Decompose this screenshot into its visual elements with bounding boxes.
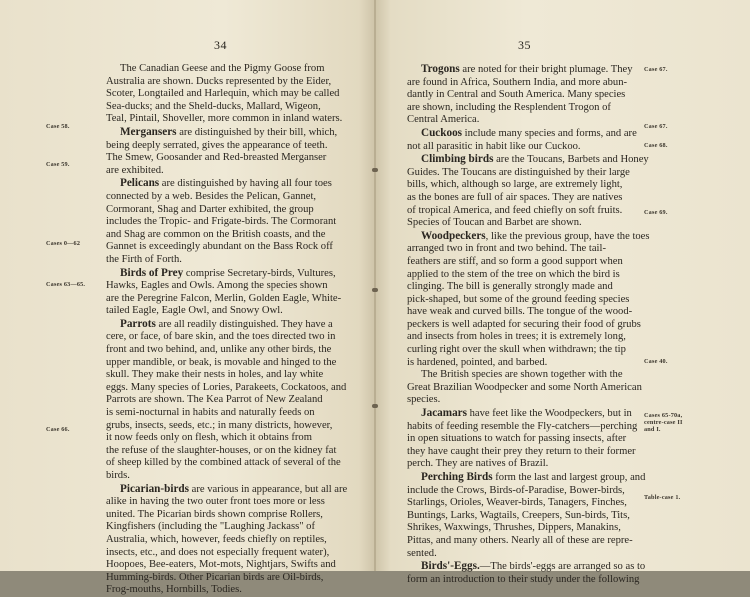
- text-line: [106, 216, 366, 229]
- text-line: [407, 548, 649, 561]
- text-line: [407, 63, 649, 77]
- line-text: arranged two in front and two behind. The tail-: [407, 243, 606, 255]
- line-text: Humming-birds. Other Picarian birds are Oil-birds,: [106, 571, 324, 583]
- text-line: [407, 217, 649, 230]
- text-line: [106, 534, 366, 547]
- text-line: [407, 485, 649, 498]
- text-line: [106, 191, 366, 204]
- line-text: not all parasitic in habit like our Cuckoo.: [407, 140, 581, 152]
- line-text: cere, or face, of bare skin, and the toes directed two in: [106, 331, 336, 343]
- line-text: The British species are shown together with the: [421, 369, 623, 381]
- text-line: [106, 267, 366, 281]
- text-line: [106, 457, 366, 470]
- text-line: [407, 102, 649, 115]
- text-line: [407, 114, 649, 127]
- line-text: are exhibited.: [106, 164, 164, 176]
- line-text: habits of feeding resemble the Fly-catchers—perching: [407, 420, 638, 432]
- line-text: Parrots are shown. The Kea Parrot of New Zealand: [106, 394, 323, 406]
- line-text: Gannet is exceedingly abundant on the Bass Rock off: [106, 241, 333, 253]
- line-text: Scoter, Longtailed and Harlequin, which may be called: [106, 88, 340, 100]
- text-line: [407, 458, 649, 471]
- text-line: [407, 127, 649, 141]
- text-line: [106, 101, 366, 114]
- margin-note: Case 59.: [46, 161, 70, 168]
- text-line: [106, 470, 366, 483]
- line-text: the Firth of Forth.: [106, 253, 182, 265]
- text-line: [407, 153, 649, 167]
- text-line: [407, 179, 649, 192]
- section-heading: Perching Birds: [421, 471, 493, 483]
- line-text: Guides. The Toucans are distinguished by their large: [407, 166, 630, 178]
- line-text: Sea-ducks; and the Sheld-ducks, Mallard, Wigeon,: [106, 100, 321, 112]
- line-text: Australia, which, however, feeds chiefly on reptiles,: [106, 533, 327, 545]
- text-line: [106, 496, 366, 509]
- line-text: have feet like the Woodpeckers, but in: [466, 408, 632, 420]
- line-text: Hoopoes, Bee-eaters, Mot-mots, Nightjars, Swifts and: [106, 559, 336, 571]
- page-number: 34: [214, 38, 227, 52]
- line-text: and Shag are common on the British coasts, and the: [106, 228, 326, 240]
- line-text: form the last and largest group, and: [492, 472, 646, 483]
- text-line: [106, 229, 366, 242]
- section-heading: Cuckoos: [421, 126, 463, 139]
- line-text: , like the previous group, have the toes: [485, 230, 650, 242]
- margin-note: Case 67.: [644, 66, 668, 73]
- text-line: [106, 152, 366, 165]
- line-text: eggs. Many species of Lories, Parakeets, Cockatoos, and: [106, 381, 347, 393]
- text-line: [106, 88, 366, 101]
- margin-note: Cases 63—65.: [46, 281, 86, 288]
- line-text: tailed Eagle, Eagle Owl, and Snowy Owl.: [106, 305, 283, 317]
- text-line: [106, 331, 366, 344]
- line-text: are the Toucans, Barbets and Honey: [493, 154, 649, 166]
- line-text: upper mandible, or beak, is movable and hinged to the: [106, 356, 337, 368]
- margin-note: Case 40.: [644, 358, 668, 365]
- text-line: [106, 280, 366, 293]
- text-line: [407, 167, 649, 180]
- margin-note: Cases 0—62: [46, 240, 81, 247]
- text-line: [106, 76, 366, 89]
- line-text: pick-shaped, but some of the ground feeding species: [407, 293, 630, 305]
- left-page-text: [106, 63, 366, 597]
- line-text: grubs, insects, seeds, etc.; in many districts, however,: [106, 419, 333, 431]
- line-text: being deeply serrated, gives the appearance of teeth.: [106, 139, 328, 151]
- text-line: [106, 254, 366, 267]
- text-line: [106, 483, 366, 497]
- text-line: [106, 344, 366, 357]
- margin-note: Case 58.: [46, 123, 70, 130]
- text-line: [407, 269, 649, 282]
- line-text: include many species and forms, and are: [462, 127, 637, 139]
- text-line: [106, 420, 366, 433]
- text-line: [407, 421, 649, 434]
- line-text: Australia are shown. Ducks represented by the Eider,: [106, 75, 332, 87]
- section-heading: Parrots: [120, 317, 156, 330]
- line-text: they have caught their prey they return to their former: [407, 445, 636, 457]
- line-text: united. The Picarian birds shown comprise Rollers,: [106, 508, 323, 520]
- margin-note: Case 66.: [46, 426, 70, 433]
- line-text: bills, which, although so large, are extremely light,: [407, 179, 623, 191]
- line-text: sented.: [407, 547, 437, 559]
- text-line: [407, 510, 649, 523]
- margin-note: Case 68.: [644, 142, 668, 149]
- text-line: [407, 344, 649, 357]
- line-text: comprise Secretary-birds, Vultures,: [183, 267, 336, 279]
- line-text: clinging. The bill is generally strongly made and: [407, 281, 613, 293]
- text-line: [407, 446, 649, 459]
- line-text: front and two behind, and, unlike any other birds, the: [106, 344, 332, 356]
- line-text: curling right over the skull when withdrawn; the tip: [407, 344, 626, 356]
- line-text: Hawks, Eagles and Owls. Among the species shown: [106, 280, 328, 292]
- text-line: [407, 394, 649, 407]
- text-line: [407, 141, 649, 154]
- line-text: are various in appearance, but all are: [189, 483, 348, 495]
- text-line: [106, 445, 366, 458]
- line-text: it now feeds only on flesh, which it obtains from: [106, 432, 312, 444]
- text-line: [106, 382, 366, 395]
- section-heading: Picarian-birds: [120, 482, 189, 495]
- text-line: [407, 230, 649, 244]
- line-text: —The birds'-eggs are arranged so as to: [479, 561, 646, 573]
- text-line: [407, 497, 649, 510]
- text-line: [106, 509, 366, 522]
- text-line: [106, 407, 366, 420]
- text-line: [407, 89, 649, 102]
- line-text: peckers is well adapted for securing their food of grubs: [407, 318, 641, 330]
- margin-note: Case 69.: [644, 209, 668, 216]
- line-text: of sheep killed by the combined attack of several of the: [106, 457, 341, 469]
- text-line: [106, 394, 366, 407]
- margin-note: Cases 65-70a,: [644, 412, 683, 419]
- text-line: [407, 382, 649, 395]
- margin-note: centre-case II: [644, 419, 683, 426]
- line-text: insects, etc., and does not especially frequent water),: [106, 546, 330, 558]
- line-text: skull. They make their nests in holes, and lay white: [106, 369, 324, 381]
- text-line: [106, 293, 366, 306]
- text-line: [407, 294, 649, 307]
- binding-stitch: [372, 168, 378, 172]
- text-line: [106, 572, 366, 585]
- line-text: Cormorant, Shag and Darter exhibited, the group: [106, 203, 314, 215]
- line-text: form an introduction to their study under the following: [407, 573, 640, 585]
- line-text: have weak and curved bills. The tongue of the wood-: [407, 306, 633, 318]
- text-line: [407, 192, 649, 205]
- line-text: of tropical America, and feed chiefly on soft fruits.: [407, 204, 623, 216]
- text-line: [106, 165, 366, 178]
- section-heading: Birds of Prey: [120, 266, 184, 279]
- line-text: are all readily distinguished. They have a: [155, 318, 333, 330]
- line-text: applied to the stem of the tree on which the bird is: [407, 268, 620, 280]
- text-line: [407, 522, 649, 535]
- text-line: [106, 547, 366, 560]
- text-line: [407, 471, 649, 485]
- line-text: species.: [407, 394, 441, 406]
- section-heading: Pelicans: [120, 177, 160, 190]
- text-line: [106, 204, 366, 217]
- line-text: Central America.: [407, 114, 480, 126]
- line-text: are the Peregrine Falcon, Merlin, Golden Eagle, White-: [106, 292, 342, 304]
- line-text: is hardened, pointed, and barbed.: [407, 356, 548, 368]
- section-heading: Birds'-Eggs.: [421, 560, 480, 573]
- text-line: [407, 306, 649, 319]
- text-line: [407, 331, 649, 344]
- text-line: [106, 113, 366, 126]
- line-text: as the bones are full of air spaces. They are natives: [407, 191, 623, 203]
- line-text: Teal, Pintail, Shoveller, more common in inland waters.: [106, 113, 343, 125]
- line-text: Frog-mouths, Hornbills, Todies.: [106, 584, 242, 596]
- text-line: [407, 77, 649, 90]
- binding-stitch: [372, 404, 378, 408]
- text-line: [106, 559, 366, 572]
- text-line: [407, 560, 649, 574]
- line-text: and insects from holes in trees; it is extremely long,: [407, 331, 626, 343]
- line-text: alike in having the two outer front toes more or less: [106, 496, 325, 508]
- line-text: includes the Tropic- and Frigate-birds. The Cormorant: [106, 216, 337, 228]
- text-line: [407, 319, 649, 332]
- text-line: [106, 140, 366, 153]
- text-line: [407, 243, 649, 256]
- text-line: [106, 241, 366, 254]
- line-text: Species of Toucan and Barbet are shown.: [407, 217, 582, 229]
- line-text: are found in Africa, Southern India, and more abun-: [407, 76, 628, 88]
- text-line: [407, 369, 649, 382]
- text-line: [106, 63, 366, 76]
- line-text: connected by a web. Besides the Pelican, Gannet,: [106, 190, 317, 202]
- line-text: is semi-nocturnal in habits and naturally feeds on: [106, 407, 315, 419]
- text-line: [106, 584, 366, 597]
- page-number: 35: [518, 38, 531, 52]
- text-line: [407, 357, 649, 370]
- line-text: The Smew, Goosander and Red-breasted Merganser: [106, 152, 327, 164]
- text-line: [106, 369, 366, 382]
- line-text: birds.: [106, 470, 130, 481]
- text-line: [407, 281, 649, 294]
- text-line: [106, 432, 366, 445]
- line-text: the refuse of the slaughter-houses, or on the kidney fat: [106, 444, 337, 456]
- line-text: perch. They are natives of Brazil.: [407, 458, 549, 470]
- line-text: The Canadian Geese and the Pigmy Goose from: [120, 63, 325, 74]
- text-line: [407, 574, 649, 587]
- text-line: [106, 177, 366, 191]
- line-text: dantly in Central and South America. Many species: [407, 89, 626, 101]
- text-line: [407, 407, 649, 421]
- line-text: Shrikes, Waxwings, Thrushes, Dippers, Manakins,: [407, 522, 621, 534]
- margin-note: Table-case 1.: [644, 494, 681, 501]
- section-heading: Climbing birds: [421, 153, 494, 166]
- text-line: [407, 535, 649, 548]
- line-text: Pittas, and many others. Nearly all of these are repre-: [407, 534, 633, 546]
- line-text: are distinguished by their bill, which,: [176, 126, 338, 138]
- line-text: are shown, including the Resplendent Trogon of: [407, 101, 611, 113]
- section-heading: Woodpeckers: [421, 229, 486, 242]
- text-line: [407, 256, 649, 269]
- line-text: feathers are stiff, and so form a good support when: [407, 255, 623, 267]
- line-text: Starlings, Orioles, Weaver-birds, Tanagers, Finches,: [407, 497, 627, 509]
- text-line: [106, 318, 366, 332]
- line-text: Buntings, Larks, Wagtails, Creepers, Sun-birds, Tits,: [407, 509, 630, 521]
- margin-note: and I.: [644, 426, 661, 433]
- line-text: in open situations to watch for passing insects, after: [407, 433, 627, 445]
- binding-stitch: [372, 288, 378, 292]
- line-text: Kingfishers (including the "Laughing Jackass" of: [106, 521, 316, 533]
- text-line: [106, 357, 366, 370]
- text-line: [106, 126, 366, 140]
- text-line: [106, 305, 366, 318]
- text-line: [407, 205, 649, 218]
- line-text: are distinguished by having all four toes: [159, 178, 332, 190]
- section-heading: Mergansers: [120, 125, 177, 138]
- margin-note: Case 67.: [644, 123, 668, 130]
- left-page: [0, 0, 374, 596]
- line-text: are noted for their bright plumage. They: [459, 64, 633, 75]
- line-text: include the Crows, Birds-of-Paradise, Bower-birds,: [407, 484, 625, 496]
- right-page-text: [407, 63, 649, 586]
- section-heading: Jacamars: [421, 407, 467, 420]
- text-line: [106, 521, 366, 534]
- right-page: [376, 0, 750, 585]
- section-heading: Trogons: [421, 63, 460, 75]
- line-text: Great Brazilian Woodpecker and some North American: [407, 381, 642, 393]
- text-line: [407, 433, 649, 446]
